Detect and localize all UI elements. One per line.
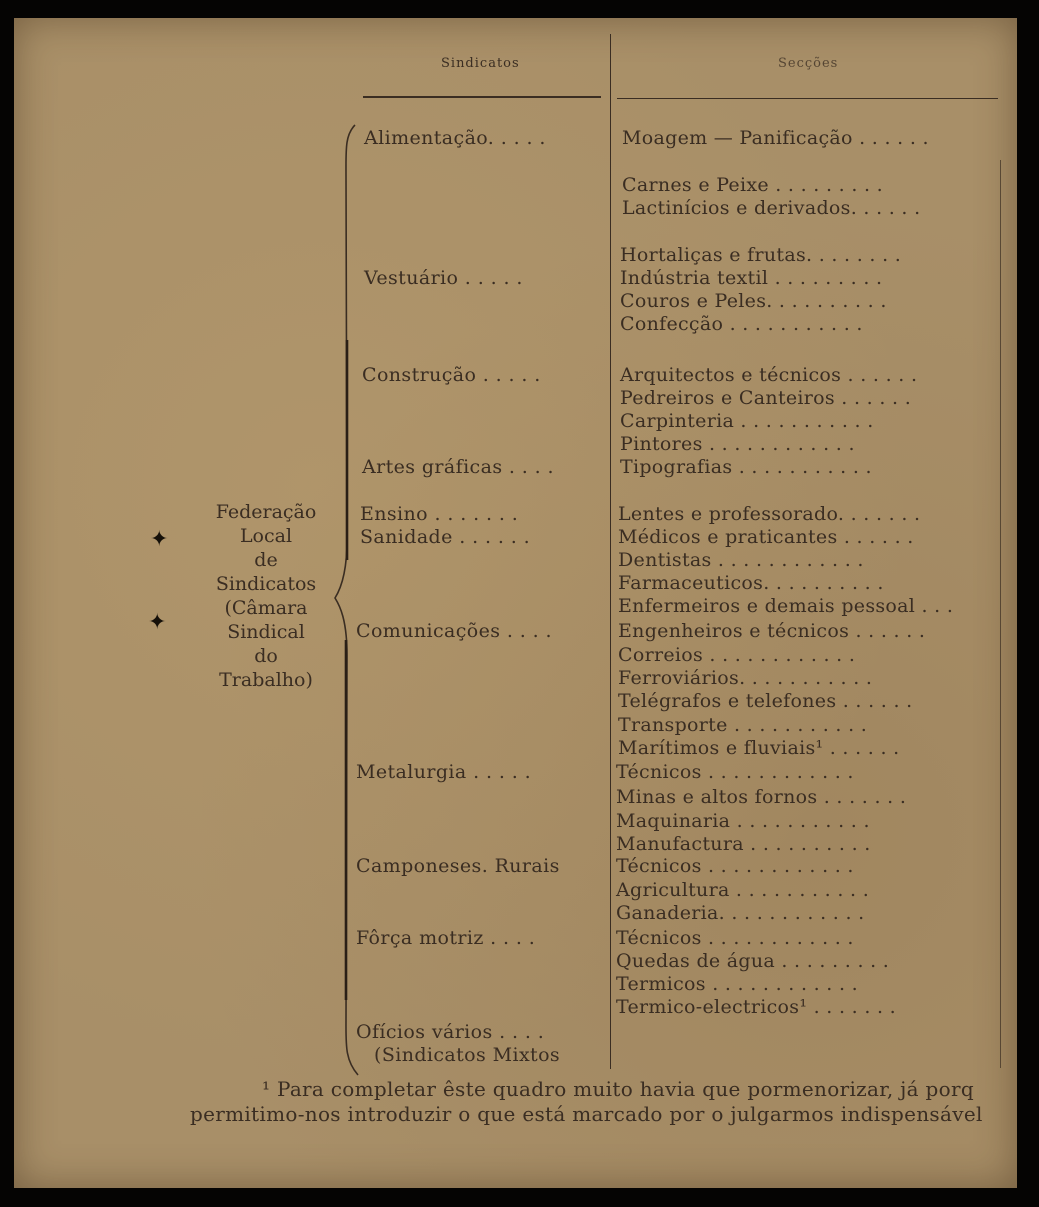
seccao-item: Técnicos . . . . . . . . . . . .	[616, 927, 854, 949]
seccao-item: Termicos . . . . . . . . . . . .	[616, 973, 858, 995]
seccao-item: Couros e Peles. . . . . . . . . .	[620, 290, 887, 312]
ink-mark: ✦	[148, 610, 167, 635]
seccao-item: Pintores . . . . . . . . . . . .	[620, 433, 855, 455]
seccao-item: Técnicos . . . . . . . . . . . .	[616, 855, 854, 877]
ink-mark: ✦	[150, 527, 169, 552]
seccao-item: Médicos e praticantes . . . . . .	[618, 526, 914, 548]
seccao-item: Indústria textil . . . . . . . . .	[620, 267, 883, 289]
seccao-item: Marítimos e fluviais¹ . . . . . .	[618, 737, 900, 759]
seccao-item: Correios . . . . . . . . . . . .	[618, 644, 856, 666]
header-seccoes: Secções	[778, 56, 839, 71]
sindicato-mixtos: (Sindicatos Mixtos	[374, 1044, 561, 1066]
seccao-item: Maquinaria . . . . . . . . . . .	[616, 810, 870, 832]
seccao-item: Hortaliças e frutas. . . . . . . .	[620, 244, 902, 266]
sindicato-artes-graficas: Artes gráficas . . . .	[362, 456, 554, 478]
seccao-item: Dentistas . . . . . . . . . . . .	[618, 549, 864, 571]
sindicato-alimentacao: Alimentação. . . . .	[364, 127, 546, 149]
sindicato-comunicacoes: Comunicações . . . .	[356, 620, 552, 642]
federation-line: Federação	[215, 501, 317, 523]
seccao-item: Moagem — Panificação . . . . . .	[622, 127, 929, 149]
sindicato-construcao: Construção . . . . .	[362, 364, 541, 386]
seccao-item: Quedas de água . . . . . . . . .	[616, 950, 890, 972]
seccao-item: Telégrafos e telefones . . . . . .	[618, 690, 913, 712]
federation-line: do	[254, 645, 278, 667]
right-edge-line	[1000, 160, 1001, 1068]
header-rule-right	[617, 98, 998, 99]
seccao-item: Pedreiros e Canteiros . . . . . .	[620, 387, 912, 409]
seccao-item: Lactinícios e derivados. . . . . .	[622, 197, 921, 219]
federation-line: de	[254, 549, 278, 571]
federation-label	[201, 500, 331, 692]
seccao-item: Farmaceuticos. . . . . . . . . .	[618, 572, 884, 594]
seccao-item: Manufactura . . . . . . . . . .	[616, 833, 871, 855]
seccao-item: Tipografias . . . . . . . . . . .	[620, 456, 872, 478]
federation-line: Sindical	[227, 621, 305, 643]
sindicato-ensino: Ensino . . . . . . .	[360, 503, 519, 525]
footnote-line-1: ¹ Para completar êste quadro muito havia que pormenorizar, já porq	[262, 1077, 974, 1101]
sindicato-metalurgia: Metalurgia . . . . .	[356, 761, 532, 783]
seccao-item: Arquitectos e técnicos . . . . . .	[620, 364, 918, 386]
seccao-item: Termico-electricos¹ . . . . . . .	[616, 996, 897, 1018]
sindicato-sanidade: Sanidade . . . . . .	[360, 526, 531, 548]
sindicato-camponeses: Camponeses. Rurais	[356, 855, 560, 877]
sindicato-oficios-varios: Ofícios vários . . . .	[356, 1021, 545, 1043]
header-sindicatos: Sindicatos	[441, 56, 520, 71]
header-rule-left	[363, 96, 601, 98]
federation-line: Sindicatos	[215, 573, 317, 595]
seccao-item: Ganaderia. . . . . . . . . . . .	[616, 902, 865, 924]
sindicato-forca-motriz: Fôrça motriz . . . .	[356, 927, 536, 949]
federation-line: (Câmara	[224, 597, 308, 619]
seccao-item: Carnes e Peixe . . . . . . . . .	[622, 174, 884, 196]
seccao-item: Técnicos . . . . . . . . . . . .	[616, 761, 854, 783]
federation-line: Trabalho)	[219, 669, 313, 691]
sindicato-vestuario: Vestuário . . . . .	[364, 267, 523, 289]
seccao-item: Ferroviários. . . . . . . . . . .	[618, 667, 873, 689]
seccao-item: Transporte . . . . . . . . . . .	[618, 714, 868, 736]
seccao-item: Enfermeiros e demais pessoal . . .	[618, 595, 954, 617]
seccao-item: Agricultura . . . . . . . . . . .	[616, 879, 870, 901]
seccao-item: Lentes e professorado. . . . . . .	[618, 503, 921, 525]
seccao-item: Carpinteria . . . . . . . . . . .	[620, 410, 874, 432]
federation-line: Local	[239, 525, 293, 547]
column-divider	[610, 34, 611, 1069]
seccao-item: Engenheiros e técnicos . . . . . .	[618, 620, 926, 642]
seccao-item: Confecção . . . . . . . . . . .	[620, 313, 863, 335]
seccao-item: Minas e altos fornos . . . . . . .	[616, 786, 907, 808]
footnote-line-2: permitimo-nos introduzir o que está marcado por o julgarmos indispensável	[190, 1102, 983, 1126]
